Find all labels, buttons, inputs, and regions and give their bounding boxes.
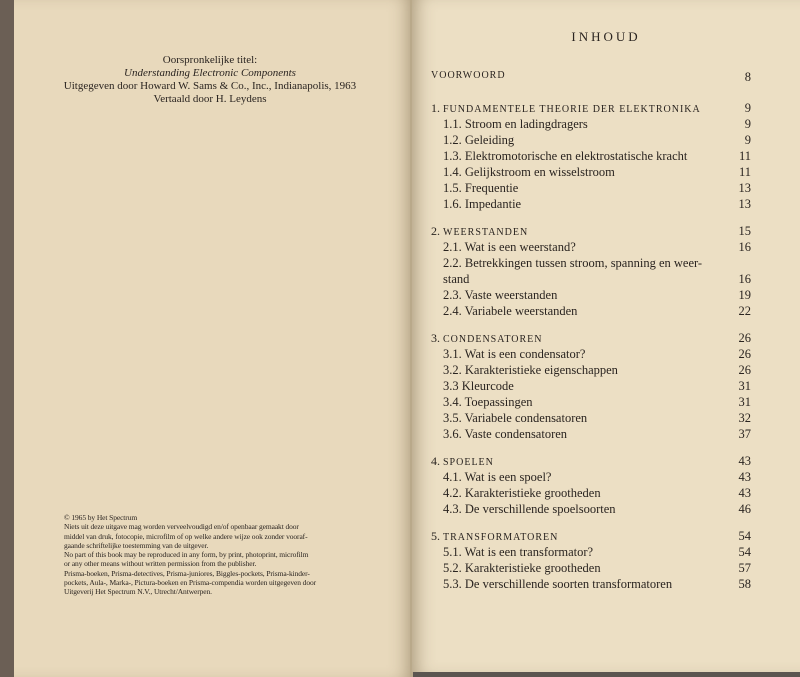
- toc-section-title: 3.5. Variabele condensatoren: [443, 411, 588, 425]
- toc-page-number: 16: [738, 240, 751, 254]
- original-title: Understanding Electronic Components: [124, 67, 296, 79]
- toc-page-number: 43: [738, 454, 751, 468]
- chapter-number: 5.: [431, 529, 443, 543]
- translator-line: Vertaald door H. Leydens: [153, 93, 267, 105]
- chapter-name: WEERSTANDEN: [443, 227, 529, 238]
- toc-chapter-title: [431, 529, 558, 544]
- toc-page-number: 19: [738, 288, 751, 302]
- toc-page-number: 54: [738, 529, 751, 543]
- toc-chapter-title: VOORWOORD: [431, 70, 506, 81]
- copyright-notice: [64, 513, 404, 597]
- toc-section-title: 1.3. Elektromotorische en elektrostatische kracht: [443, 149, 688, 163]
- copyright-line: middel van druk, fotocopie, microfilm of op welke andere wijze ook zonder vooraf-: [64, 531, 308, 541]
- chapter-number: 2.: [431, 224, 443, 238]
- toc-chapter-title: [431, 224, 528, 239]
- toc-page-number: 43: [738, 486, 751, 500]
- chapter-number: 1.: [431, 101, 443, 115]
- toc-section-title: 3.3 Kleurcode: [443, 379, 514, 393]
- chapter-name: SPOELEN: [443, 457, 494, 468]
- copyright-line: Uitgeverij Het Spectrum N.V., Utrecht/Antwerpen.: [64, 587, 212, 597]
- toc-section-title: 4.3. De verschillende spoelsoorten: [443, 502, 616, 516]
- toc-page-number: 9: [744, 117, 751, 131]
- copyright-line: pockets, Aula-, Marka-, Pictura-boeken en Prisma-compendia worden uitgegeven door: [64, 578, 317, 588]
- toc-section-title: 1.1. Stroom en ladingdragers: [443, 117, 588, 131]
- toc-page-number: 13: [738, 197, 751, 211]
- toc-section-title: 3.4. Toepassingen: [443, 395, 533, 409]
- copyright-line: or any other means without written permission from the publisher.: [64, 559, 257, 569]
- toc-page-number: 22: [738, 304, 751, 318]
- toc-section-title: 2.3. Vaste weerstanden: [443, 288, 558, 302]
- toc-page-number: 31: [738, 379, 751, 393]
- toc-section-title: 1.5. Frequentie: [443, 181, 519, 195]
- toc-section-title: 2.2. Betrekkingen tussen stroom, spanning en weer-: [443, 256, 703, 270]
- original-title-label: Oorspronkelijke titel:: [162, 54, 258, 66]
- toc-page-number: 32: [738, 411, 751, 425]
- toc-title: INHOUD: [571, 29, 641, 44]
- toc-page-number: 43: [738, 470, 751, 484]
- toc-section-title: 1.2. Geleiding: [443, 133, 515, 147]
- toc-section-title: 1.4. Gelijkstroom en wisselstroom: [443, 165, 615, 179]
- toc-page-number: 13: [738, 181, 751, 195]
- toc-section-title: 5.1. Wat is een transformator?: [443, 545, 594, 559]
- toc-page-number: 9: [744, 101, 751, 115]
- chapter-number: 4.: [431, 454, 443, 468]
- copyright-line: Niets uit deze uitgave mag worden verveelvoudigd en/of openbaar gemaakt door: [64, 522, 299, 532]
- toc-section-title: 2.4. Variabele weerstanden: [443, 304, 578, 318]
- toc-section-title: 2.1. Wat is een weerstand?: [443, 240, 576, 254]
- toc-page-number: 31: [738, 395, 751, 409]
- toc-section-title: 4.1. Wat is een spoel?: [443, 470, 552, 484]
- toc-section-title: 1.6. Impedantie: [443, 197, 522, 211]
- chapter-name: FUNDAMENTELE THEORIE DER ELEKTRONIKA: [443, 104, 701, 115]
- toc-page-number: 37: [738, 427, 751, 441]
- copyright-line: © 1965 by Het Spectrum: [64, 513, 138, 522]
- toc-section-title: 5.2. Karakteristieke grootheden: [443, 561, 601, 575]
- toc-page-number: 26: [738, 363, 751, 377]
- left-page: [14, 0, 412, 677]
- toc-page-number: 15: [738, 224, 751, 238]
- toc-page-number: 46: [738, 502, 751, 516]
- toc-page-number: 26: [738, 331, 751, 345]
- toc-chapter-title: [431, 101, 701, 116]
- toc-page-number: 16: [738, 272, 751, 286]
- original-title-block: [45, 54, 375, 106]
- toc-page-number: 9: [744, 133, 751, 147]
- toc-section-title: 4.2. Karakteristieke grootheden: [443, 486, 601, 500]
- copyright-line: No part of this book may be reproduced in any form, by print, photoprint, microfilm: [64, 550, 309, 560]
- toc-section-title: 3.1. Wat is een condensator?: [443, 347, 586, 361]
- toc-page-number: 11: [738, 149, 751, 163]
- toc-chapter-title: [431, 454, 494, 469]
- toc-page-number: 26: [738, 347, 751, 361]
- toc-chapter-title: [431, 331, 543, 346]
- toc-section-title: 5.3. De verschillende soorten transformatoren: [443, 577, 673, 591]
- toc-page-number: 57: [738, 561, 751, 575]
- toc-page-number: 11: [738, 165, 751, 179]
- toc-section-title: stand: [443, 272, 470, 286]
- toc-page-number: 54: [738, 545, 751, 559]
- chapter-name: CONDENSATOREN: [443, 334, 543, 345]
- toc-page-number: 58: [738, 577, 751, 591]
- copyright-line: gaande schriftelijke toestemming van de uitgever.: [64, 540, 209, 550]
- page-edge: [0, 0, 14, 677]
- copyright-line: Prisma-boeken, Prisma-detectives, Prisma-juniores, Biggles-pockets, Prisma-kinder-: [64, 568, 310, 578]
- toc-page-number: 8: [744, 70, 751, 84]
- chapter-number: 3.: [431, 331, 443, 345]
- toc-section-title: 3.6. Vaste condensatoren: [443, 427, 568, 441]
- chapter-name: TRANSFORMATOREN: [443, 532, 559, 543]
- publisher-line: Uitgegeven door Howard W. Sams & Co., Inc., Indianapolis, 1963: [63, 80, 357, 92]
- toc-section-title: 3.2. Karakteristieke eigenschappen: [443, 363, 618, 377]
